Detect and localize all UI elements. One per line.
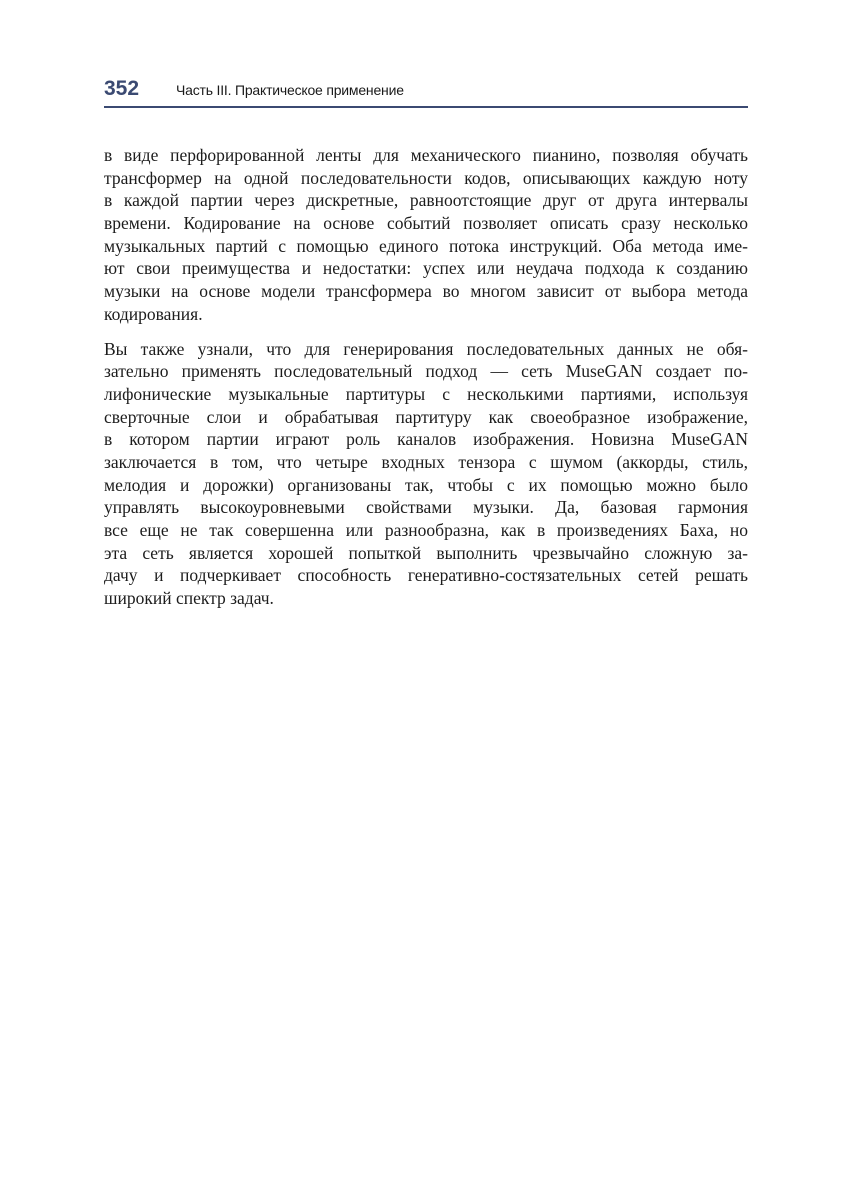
text-line: трансформер на одной последовательности кодов, описывающих каждую ноту (104, 167, 748, 188)
paragraph-1 (104, 144, 748, 326)
text-line: мелодия и дорожки) организованы так, чтобы с их помощью можно было (104, 474, 748, 495)
text-line: сверточные слои и обрабатывая партитуру как своеобразное изображение, (104, 406, 748, 427)
text-line: кодирования. (104, 303, 203, 324)
text-line: дачу и подчеркивает способность генеративно-состязательных сетей решать (104, 565, 748, 586)
body-text (104, 144, 748, 610)
running-head (104, 76, 748, 108)
text-line: музыки на основе модели трансформера во многом зависит от выбора метода (104, 281, 748, 302)
text-line: в котором партии играют роль каналов изображения. Новизна MuseGAN (104, 429, 748, 450)
text-line: лифонические музыкальные партитуры с несколькими партиями, используя (104, 383, 748, 404)
text-line: управлять высокоуровневыми свойствами музыки. Да, базовая гармония (104, 497, 748, 518)
text-line: все еще не так совершенна или разнообразна, как в произведениях Баха, но (104, 520, 748, 540)
running-title: Часть III. Практическое применение (176, 82, 404, 98)
text-line: ют свои преимущества и недостатки: успех или неудача подхода к созданию (104, 258, 748, 279)
page-number: 352 (104, 77, 140, 100)
text-line: эта сеть является хорошей попыткой выполнить чрезвычайно сложную за- (104, 542, 748, 563)
text-line: в виде перфорированной ленты для механического пианино, позволяя обучать (104, 145, 748, 165)
text-line: зательно применять последовательный подход — сеть MuseGAN создает по- (104, 361, 748, 382)
paragraph-2 (104, 338, 748, 610)
text-line: музыкальных партий с помощью единого потока инструкций. Оба метода име- (104, 235, 748, 256)
text-line: в каждой партии через дискретные, равноотстоящие друг от друга интервалы (104, 190, 748, 211)
text-line: Вы также узнали, что для генерирования последовательных данных не обя- (104, 338, 748, 359)
text-line: времени. Кодирование на основе событий позволяет описать сразу несколько (104, 213, 748, 234)
text-line: заключается в том, что четыре входных тензора с шумом (аккорды, стиль, (104, 451, 748, 472)
text-line: широкий спектр задач. (104, 588, 274, 609)
